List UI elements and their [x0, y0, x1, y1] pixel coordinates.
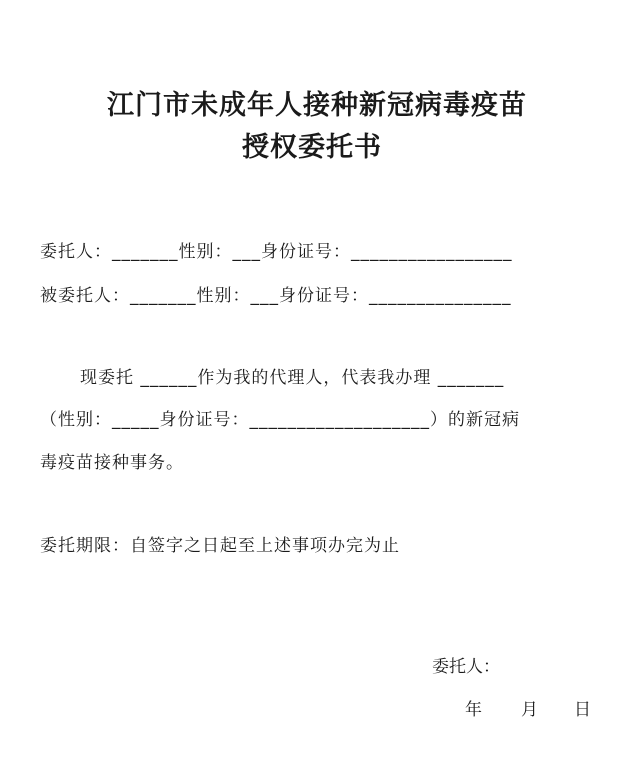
body-paragraph-line-3: 毒疫苗接种事务。 [40, 453, 184, 473]
document-title-line-2: 授权委托书 [242, 132, 382, 163]
body-paragraph-line-1: 现委托 ______作为我的代理人，代表我办理 _______ [80, 368, 505, 388]
date-month-label: 月 [521, 700, 538, 720]
date-day-label: 日 [574, 700, 591, 720]
body-paragraph-line-2: （性别：_____身份证号：___________________）的新冠病 [40, 410, 520, 430]
date-year-label: 年 [465, 700, 482, 720]
document-title-line-1: 江门市未成年人接种新冠病毒疫苗 [107, 90, 527, 121]
principal-info-line: 委托人：_______性别：___身份证号：_________________ [40, 242, 513, 262]
agent-info-line: 被委托人：_______性别：___身份证号：_______________ [40, 286, 512, 306]
authorization-term-line: 委托期限：自签字之日起至上述事项办完为止 [40, 536, 400, 556]
signature-label: 委托人： [432, 657, 500, 677]
